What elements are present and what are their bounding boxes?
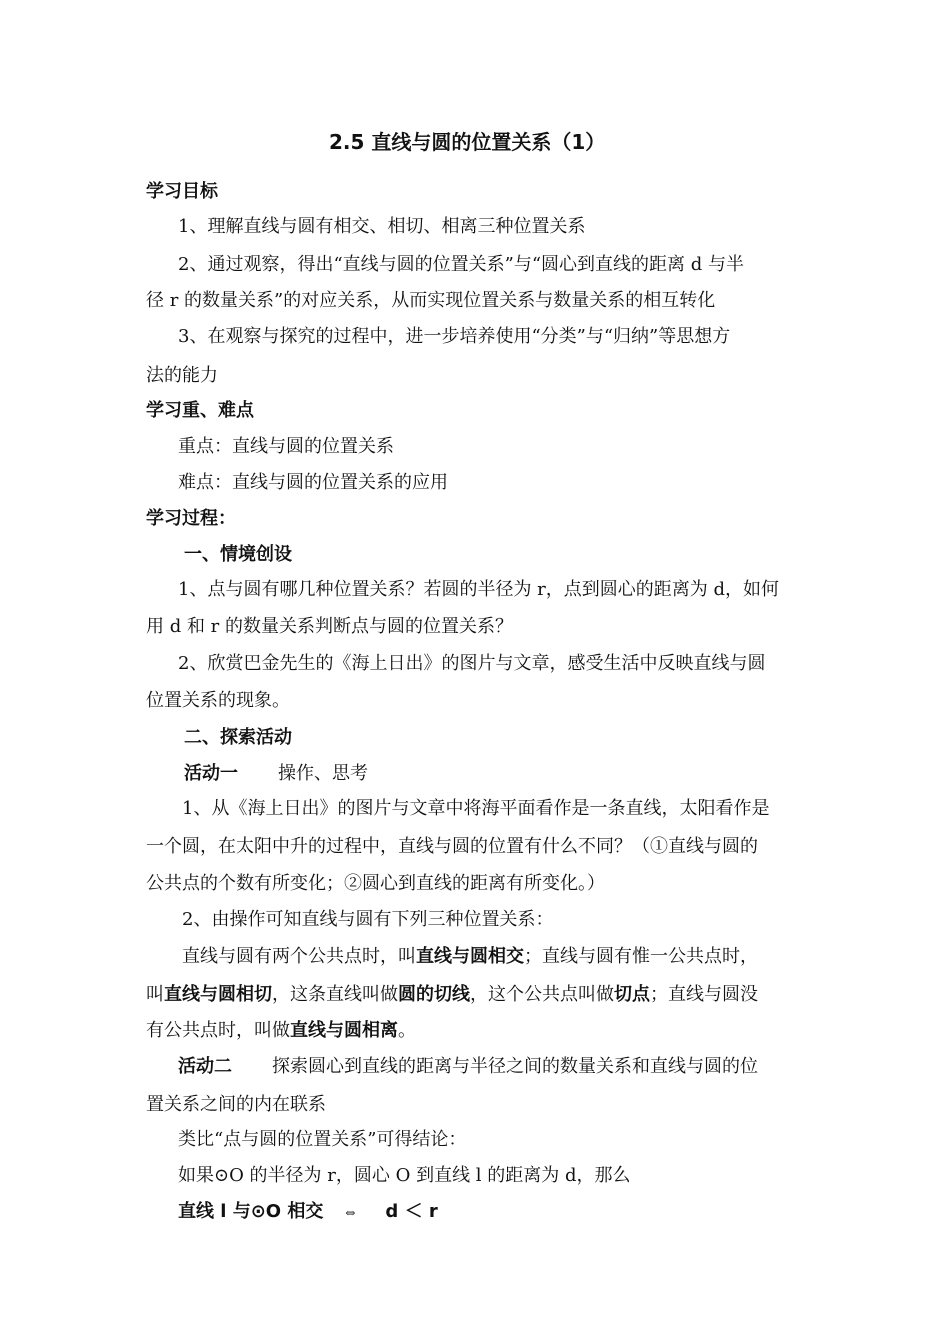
term-tangent-line: 圆的切线 — [398, 984, 470, 1005]
definition-text: ，这个公共点叫做 — [470, 984, 614, 1005]
definition-text: ；直线与圆没 — [650, 984, 758, 1005]
part-1-question-2-line-1: 2、欣赏巴金先生的《海上日出》的图片与文章，感受生活中反映直线与圆 — [178, 653, 766, 674]
goal-3-line-1: 3、在观察与探究的过程中，进一步培养使用“分类”与“归纳”等思想方 — [178, 326, 731, 347]
activity-2-row — [178, 1055, 758, 1079]
activity-2-desc-line-2: 置关系之间的内在联系 — [146, 1094, 326, 1115]
difficult-point: 难点：直线与圆的位置关系的应用 — [178, 472, 448, 493]
relation-right: d ＜ r — [385, 1201, 438, 1222]
activity-1-label: 活动一 — [184, 763, 238, 784]
part-1-question-1-line-1: 1、点与圆有哪几种位置关系？若圆的半径为 r，点到圆心的距离为 d，如何 — [178, 579, 780, 600]
key-point: 重点：直线与圆的位置关系 — [178, 436, 394, 457]
part-1-heading: 一、情境创设 — [184, 544, 292, 565]
section-heading-process: 学习过程： — [146, 508, 236, 529]
definition-line-3 — [146, 1019, 416, 1043]
goal-2-line-2: 径 r 的数量关系”的对应关系，从而实现位置关系与数量关系的相互转化 — [146, 290, 716, 311]
definition-text: 有公共点时，叫做 — [146, 1020, 290, 1041]
activity-1-question-1-line-3: 公共点的个数有所变化；②圆心到直线的距离有所变化。） — [146, 873, 605, 894]
activity-1-question-1-line-1: 1、从《海上日出》的图片与文章中将海平面看作是一条直线，太阳看作是 — [182, 798, 770, 819]
definition-text: 。 — [398, 1020, 416, 1041]
definition-text: 直线与圆有两个公共点时，叫 — [182, 946, 416, 967]
definition-text: ，这条直线叫做 — [272, 984, 398, 1005]
section-heading-goals: 学习目标 — [146, 181, 218, 202]
part-1-question-1-line-2: 用 d 和 r 的数量关系判断点与圆的位置关系？ — [146, 616, 514, 637]
goal-1: 1、理解直线与圆有相交、相切、相离三种位置关系 — [178, 216, 586, 237]
equivalence-arrow: ⇔ — [345, 1206, 356, 1220]
definition-text: 叫 — [146, 984, 164, 1005]
relation-intersect-row — [178, 1200, 438, 1225]
goal-2-line-1: 2、通过观察，得出“直线与圆的位置关系”与“圆心到直线的距离 d 与半 — [178, 254, 745, 275]
activity-1-row — [184, 762, 368, 786]
term-tangent: 直线与圆相切 — [164, 984, 272, 1005]
page-title: 2.5 直线与圆的位置关系（1） — [329, 130, 606, 154]
term-separate: 直线与圆相离 — [290, 1020, 398, 1041]
part-1-question-2-line-2: 位置关系的现象。 — [146, 690, 290, 711]
section-heading-key-points: 学习重、难点 — [146, 400, 254, 421]
activity-1-question-1-line-2: 一个圆，在太阳中升的过程中，直线与圆的位置有什么不同？（①直线与圆的 — [146, 836, 758, 857]
analogy-text: 类比“点与圆的位置关系”可得结论： — [178, 1129, 467, 1150]
goal-3-line-2: 法的能力 — [146, 365, 218, 386]
relation-left: 直线 l 与⊙O 相交 — [178, 1201, 324, 1222]
term-tangent-point: 切点 — [614, 984, 650, 1005]
activity-2-desc: 探索圆心到直线的距离与半径之间的数量关系和直线与圆的位 — [272, 1056, 758, 1077]
activity-2-label: 活动二 — [178, 1056, 232, 1077]
definition-text: ；直线与圆有惟一公共点时， — [524, 946, 758, 967]
activity-1-desc: 操作、思考 — [278, 763, 368, 784]
condition-text: 如果⊙O 的半径为 r，圆心 O 到直线 l 的距离为 d，那么 — [178, 1165, 631, 1186]
definition-line-1 — [182, 945, 758, 969]
term-intersect: 直线与圆相交 — [416, 946, 524, 967]
activity-1-question-2: 2、由操作可知直线与圆有下列三种位置关系： — [182, 909, 554, 930]
definition-line-2 — [146, 983, 758, 1007]
part-2-heading: 二、探索活动 — [184, 727, 292, 748]
